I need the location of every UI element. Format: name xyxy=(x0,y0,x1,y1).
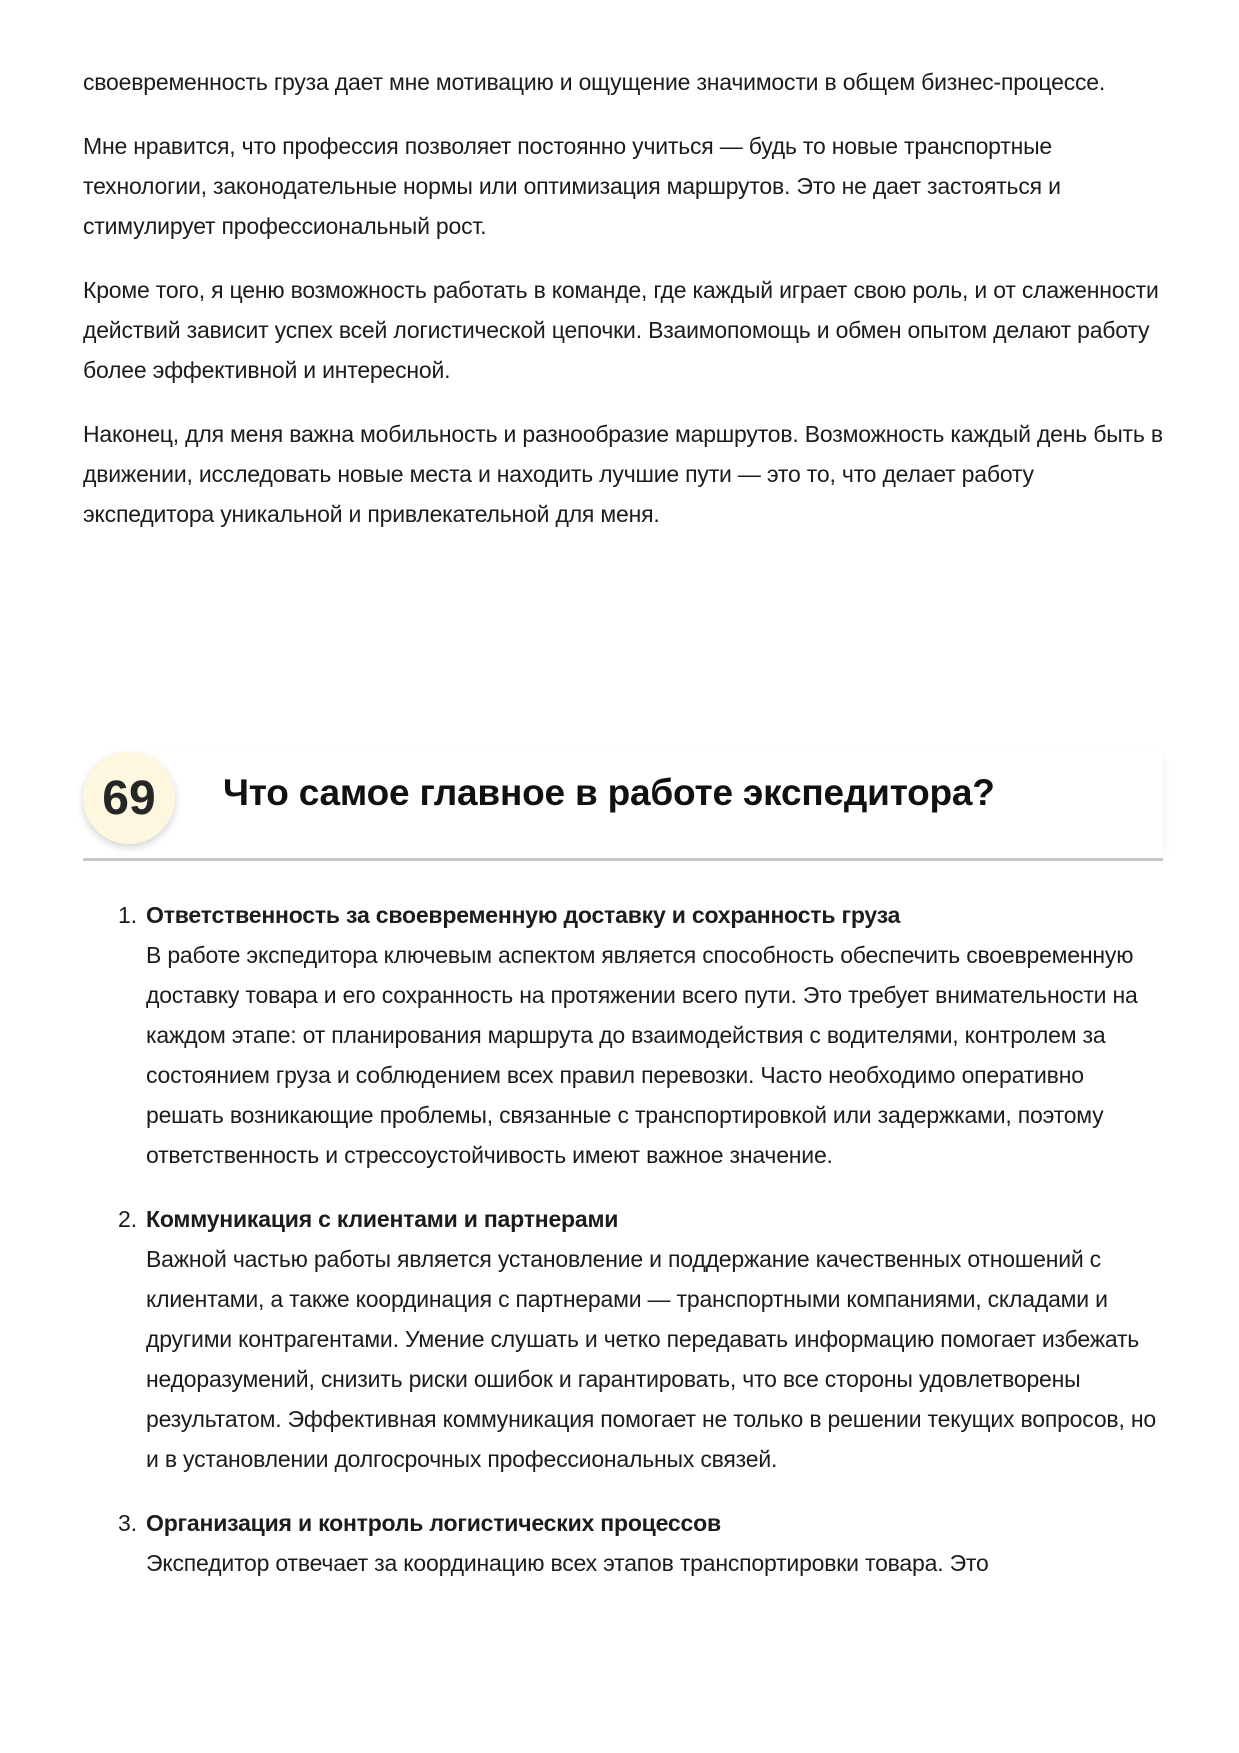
intro-section xyxy=(83,0,1163,534)
list-item-number: 1. xyxy=(118,902,138,928)
list-item-title: Коммуникация с клиентами и партнерами xyxy=(146,1206,619,1232)
answer-list xyxy=(83,895,1163,1607)
page-body xyxy=(83,0,1163,558)
intro-paragraph-3: Кроме того, я ценю возможность работать в команде, где каждый играет свою роль, и от слаженности действий зависит успех всей логистической цепочки. Взаимопомощь и обмен опытом делают работу более эффективной и интересной. xyxy=(83,277,1159,383)
intro-paragraph-4: Наконец, для меня важна мобильность и разнообразие маршрутов. Возможность каждый день быть в движении, исследовать новые места и находить лучшие пути — это то, что делает работу экспедитора уникальной и привлекательной для меня. xyxy=(83,421,1163,527)
list-item-number: 2. xyxy=(118,1206,138,1232)
list-item-title: Ответственность за своевременную доставку и сохранность груза xyxy=(146,902,901,928)
list-item xyxy=(83,895,1163,1175)
list-item-text: В работе экспедитора ключевым аспектом является способность обеспечить своевременную доставку товара и его сохранность на протяжении всего пути. Это требует внимательности на каждом этапе: от планирования маршрута до взаимодействия с водителями, контролем за состоянием груза и соблюдением всех правил перевозки. Часто необходимо оперативно решать возникающие проблемы, связанные с транспортировкой или задержками, поэтому ответственность и стрессоустойчивость имеют важное значение. xyxy=(146,942,1138,1168)
intro-paragraph-2: Мне нравится, что профессия позволяет постоянно учиться — будь то новые транспортные технологии, законодательные нормы или оптимизация маршрутов. Это не дает застояться и стимулирует профессиональный рост. xyxy=(83,133,1061,239)
list-item-text: Экспедитор отвечает за координацию всех этапов транспортировки товара. Это xyxy=(146,1550,989,1576)
list-item xyxy=(83,1199,1163,1479)
list-item-title: Организация и контроль логистических процессов xyxy=(146,1510,721,1536)
section-title: Что самое главное в работе экспедитора? xyxy=(223,772,995,813)
list-item-number: 3. xyxy=(118,1510,138,1536)
intro-paragraph-1: своевременность груза дает мне мотивацию и ощущение значимости в общем бизнес-процессе. xyxy=(83,69,1106,95)
section-number-badge: 69 xyxy=(83,752,175,844)
list-item xyxy=(83,1503,1163,1583)
list-item-text: Важной частью работы является установление и поддержание качественных отношений с клиентами, а также координация с партнерами — транспортными компаниями, складами и другими контрагентами. Умение слушать и четко передавать информацию помогает избежать недоразумений, снизить риски ошибок и гарантировать, что все стороны удовлетворены результатом. Эффективная коммуникация помогает не только в решении текущих вопросов, но и в установлении долгосрочных профессиональных связей. xyxy=(146,1246,1156,1472)
section-header xyxy=(83,748,1163,861)
